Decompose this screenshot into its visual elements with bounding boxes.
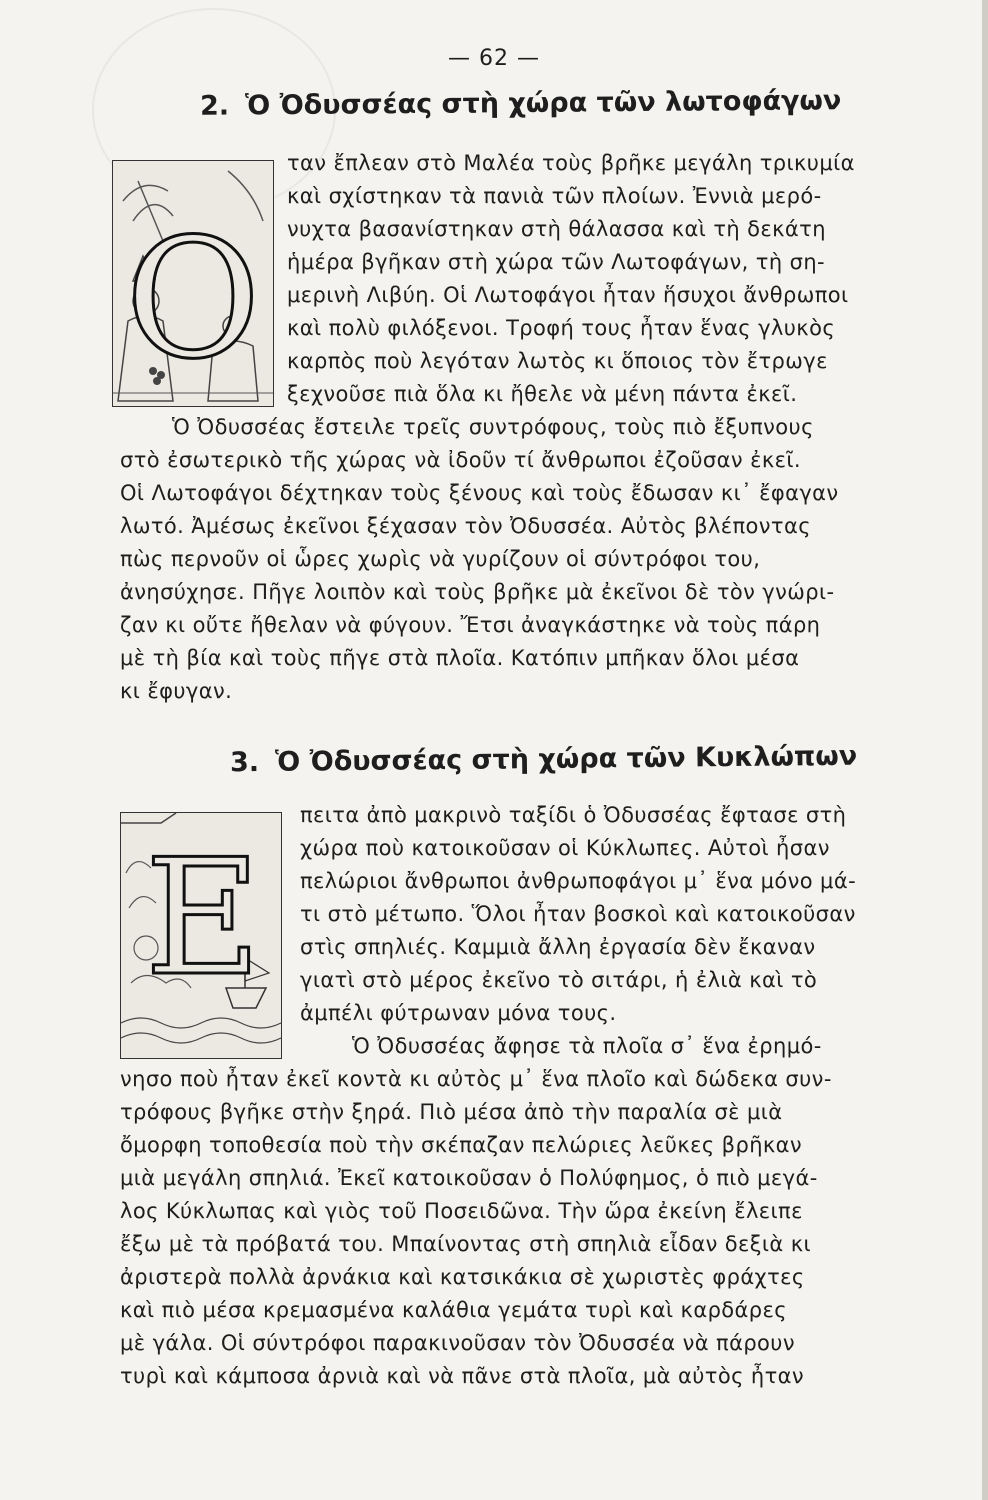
drop-cap-letter-e: Ε xyxy=(144,824,262,1011)
text-line: ὄμορφη τοποθεσία ποὺ τὴν σκέπαζαν πελώριες λεῦκες βρῆκαν xyxy=(120,1133,803,1157)
text-line: ταν ἔπλεαν στὸ Μαλέα τοὺς βρῆκε μεγάλη τρικυμία xyxy=(287,151,855,175)
drop-cap-illustration-e xyxy=(120,812,282,1059)
text-line: στὸ ἐσωτερικὸ τῆς χώρας νὰ ἰδοῦν τί ἄνθρωποι ἐζοῦσαν ἐκεῖ. xyxy=(120,448,801,472)
text-line: Ὁ Ὀδυσσέας ἄφησε τὰ πλοῖα σ᾽ ἕνα ἐρημό- xyxy=(352,1034,822,1058)
drop-cap-letter-o: Ο xyxy=(125,203,261,395)
section-number: 2. xyxy=(199,90,230,122)
text-line: ἀνησύχησε. Πῆγε λοιπὸν καὶ τοὺς βρῆκε μὰ ἐκεῖνοι δὲ τὸν γνώρι- xyxy=(120,580,835,604)
drop-cap-illustration-o xyxy=(112,160,274,407)
text-line: Ὁ Ὀδυσσέας ἔστειλε τρεῖς συντρόφους, τοὺς πιὸ ἔξυπνους xyxy=(172,415,814,439)
section-number: 3. xyxy=(229,746,260,779)
text-line: ἀριστερὰ πολλὰ ἀρνάκια καὶ κατσικάκια σὲ χωριστὲς φράχτες xyxy=(120,1265,805,1289)
text-line: ἔξω μὲ τὰ πρόβατά του. Μπαίνοντας στὴ σπηλιὰ εἶδαν δεξιὰ κι xyxy=(120,1232,812,1256)
text-line: χώρα ποὺ κατοικοῦσαν οἱ Κύκλωπες. Αὐτοὶ ἦσαν xyxy=(300,836,830,860)
text-line: μερινὴ Λιβύη. Οἱ Λωτοφάγοι ἦταν ἥσυχοι ἄνθρωποι xyxy=(287,283,849,307)
text-line: λωτό. Ἀμέσως ἐκεῖνοι ξέχασαν τὸν Ὀδυσσέα. Αὐτὸς βλέποντας xyxy=(120,514,811,538)
text-line: καὶ σχίστηκαν τὰ πανιὰ τῶν πλοίων. Ἐννιὰ μερό- xyxy=(287,184,822,208)
drop-cap-e-drawing xyxy=(121,813,281,1058)
text-line: μιὰ μεγάλη σπηλιά. Ἐκεῖ κατοικοῦσαν ὁ Πολύφημος, ὁ πιὸ μεγά- xyxy=(120,1166,818,1190)
text-line: πὼς περνοῦν οἱ ὧρες χωρὶς νὰ γυρίζουν οἱ σύντρόφοι του, xyxy=(120,547,761,571)
text-line: ἡμέρα βγῆκαν στὴ χώρα τῶν Λωτοφάγων, τὴ ση- xyxy=(287,250,826,274)
text-line: νησο ποὺ ἦταν ἐκεῖ κοντὰ κι αὐτὸς μ᾽ ἕνα πλοῖο καὶ δώδεκα συν- xyxy=(120,1067,832,1091)
text-line: ζαν κι οὔτε ἤθελαν νὰ φύγουν. Ἔτσι ἀναγκάστηκε νὰ τοὺς πάρη xyxy=(120,613,821,637)
section-title: Ὁ Ὀδυσσέας στὴ χώρα τῶν λωτοφάγων xyxy=(244,85,842,122)
text-line: τι στὸ μέτωπο. Ὅλοι ἦταν βοσκοὶ καὶ κατοικοῦσαν xyxy=(300,902,856,926)
text-line: ξεχνοῦσε πιὰ ὅλα κι ἤθελε νὰ μένη πάντα ἐκεῖ. xyxy=(287,382,798,406)
text-line: κι ἔφυγαν. xyxy=(120,679,233,703)
section-heading-lotus-eaters xyxy=(200,85,842,122)
text-line: γιατὶ στὸ μέρος ἐκεῖνο τὸ σιτάρι, ἡ ἐλιὰ καὶ τὸ xyxy=(300,968,818,992)
text-line: πελώριοι ἄνθρωποι ἀνθρωποφάγοι μ᾽ ἕνα μόνο μά- xyxy=(300,869,857,893)
text-line: καρπὸς ποὺ λεγόταν λωτὸς κι ὅποιος τὸν ἔτρωγε xyxy=(287,349,828,373)
text-line: μὲ γάλα. Οἱ σύντρόφοι παρακινοῦσαν τὸν Ὀδυσσέα νὰ πάρουν xyxy=(120,1331,795,1355)
text-line: λος Κύκλωπας καὶ γιὸς τοῦ Ποσειδῶνα. Τὴν ὥρα ἐκείνη ἔλειπε xyxy=(120,1199,803,1223)
text-line: στὶς σπηλιές. Καμμιὰ ἄλλη ἐργασία δὲν ἔκαναν xyxy=(300,935,816,959)
text-line: νυχτα βασανίστηκαν στὴ θάλασσα καὶ τὴ δεκάτη xyxy=(287,217,826,241)
text-line: τυρὶ καὶ κάμποσα ἀρνιὰ καὶ νὰ πᾶνε στὰ πλοῖα, μὰ αὐτὸς ἦταν xyxy=(120,1364,805,1388)
drop-cap-o-drawing xyxy=(113,161,273,406)
text-line: καὶ πιὸ μέσα κρεμασμένα καλάθια γεμάτα τυρὶ καὶ καρδάρες xyxy=(120,1298,788,1322)
text-line: καὶ πολὺ φιλόξενοι. Τροφή τους ἦταν ἕνας γλυκὸς xyxy=(287,316,836,340)
text-line: μὲ τὴ βία καὶ τοὺς πῆγε στὰ πλοῖα. Κατόπιν μπῆκαν ὅλοι μέσα xyxy=(120,646,800,670)
page-number: — 62 — xyxy=(448,46,540,71)
page-edge xyxy=(982,0,988,1500)
text-line: τρόφους βγῆκε στὴν ξηρά. Πιὸ μέσα ἀπὸ τὴν παραλία σὲ μιὰ xyxy=(120,1100,783,1124)
section-title: Ὁ Ὀδυσσέας στὴ χώρα τῶν Κυκλώπων xyxy=(274,740,858,778)
text-line: πειτα ἀπὸ μακρινὸ ταξίδι ὁ Ὀδυσσέας ἔφτασε στὴ xyxy=(300,803,847,827)
section-heading-cyclopes xyxy=(230,741,857,779)
text-line: ἀμπέλι φύτρωναν μόνα τους. xyxy=(300,1001,617,1025)
text-line: Οἱ Λωτοφάγοι δέχτηκαν τοὺς ξένους καὶ τοὺς ἔδωσαν κι᾽ ἔφαγαν xyxy=(120,481,839,505)
